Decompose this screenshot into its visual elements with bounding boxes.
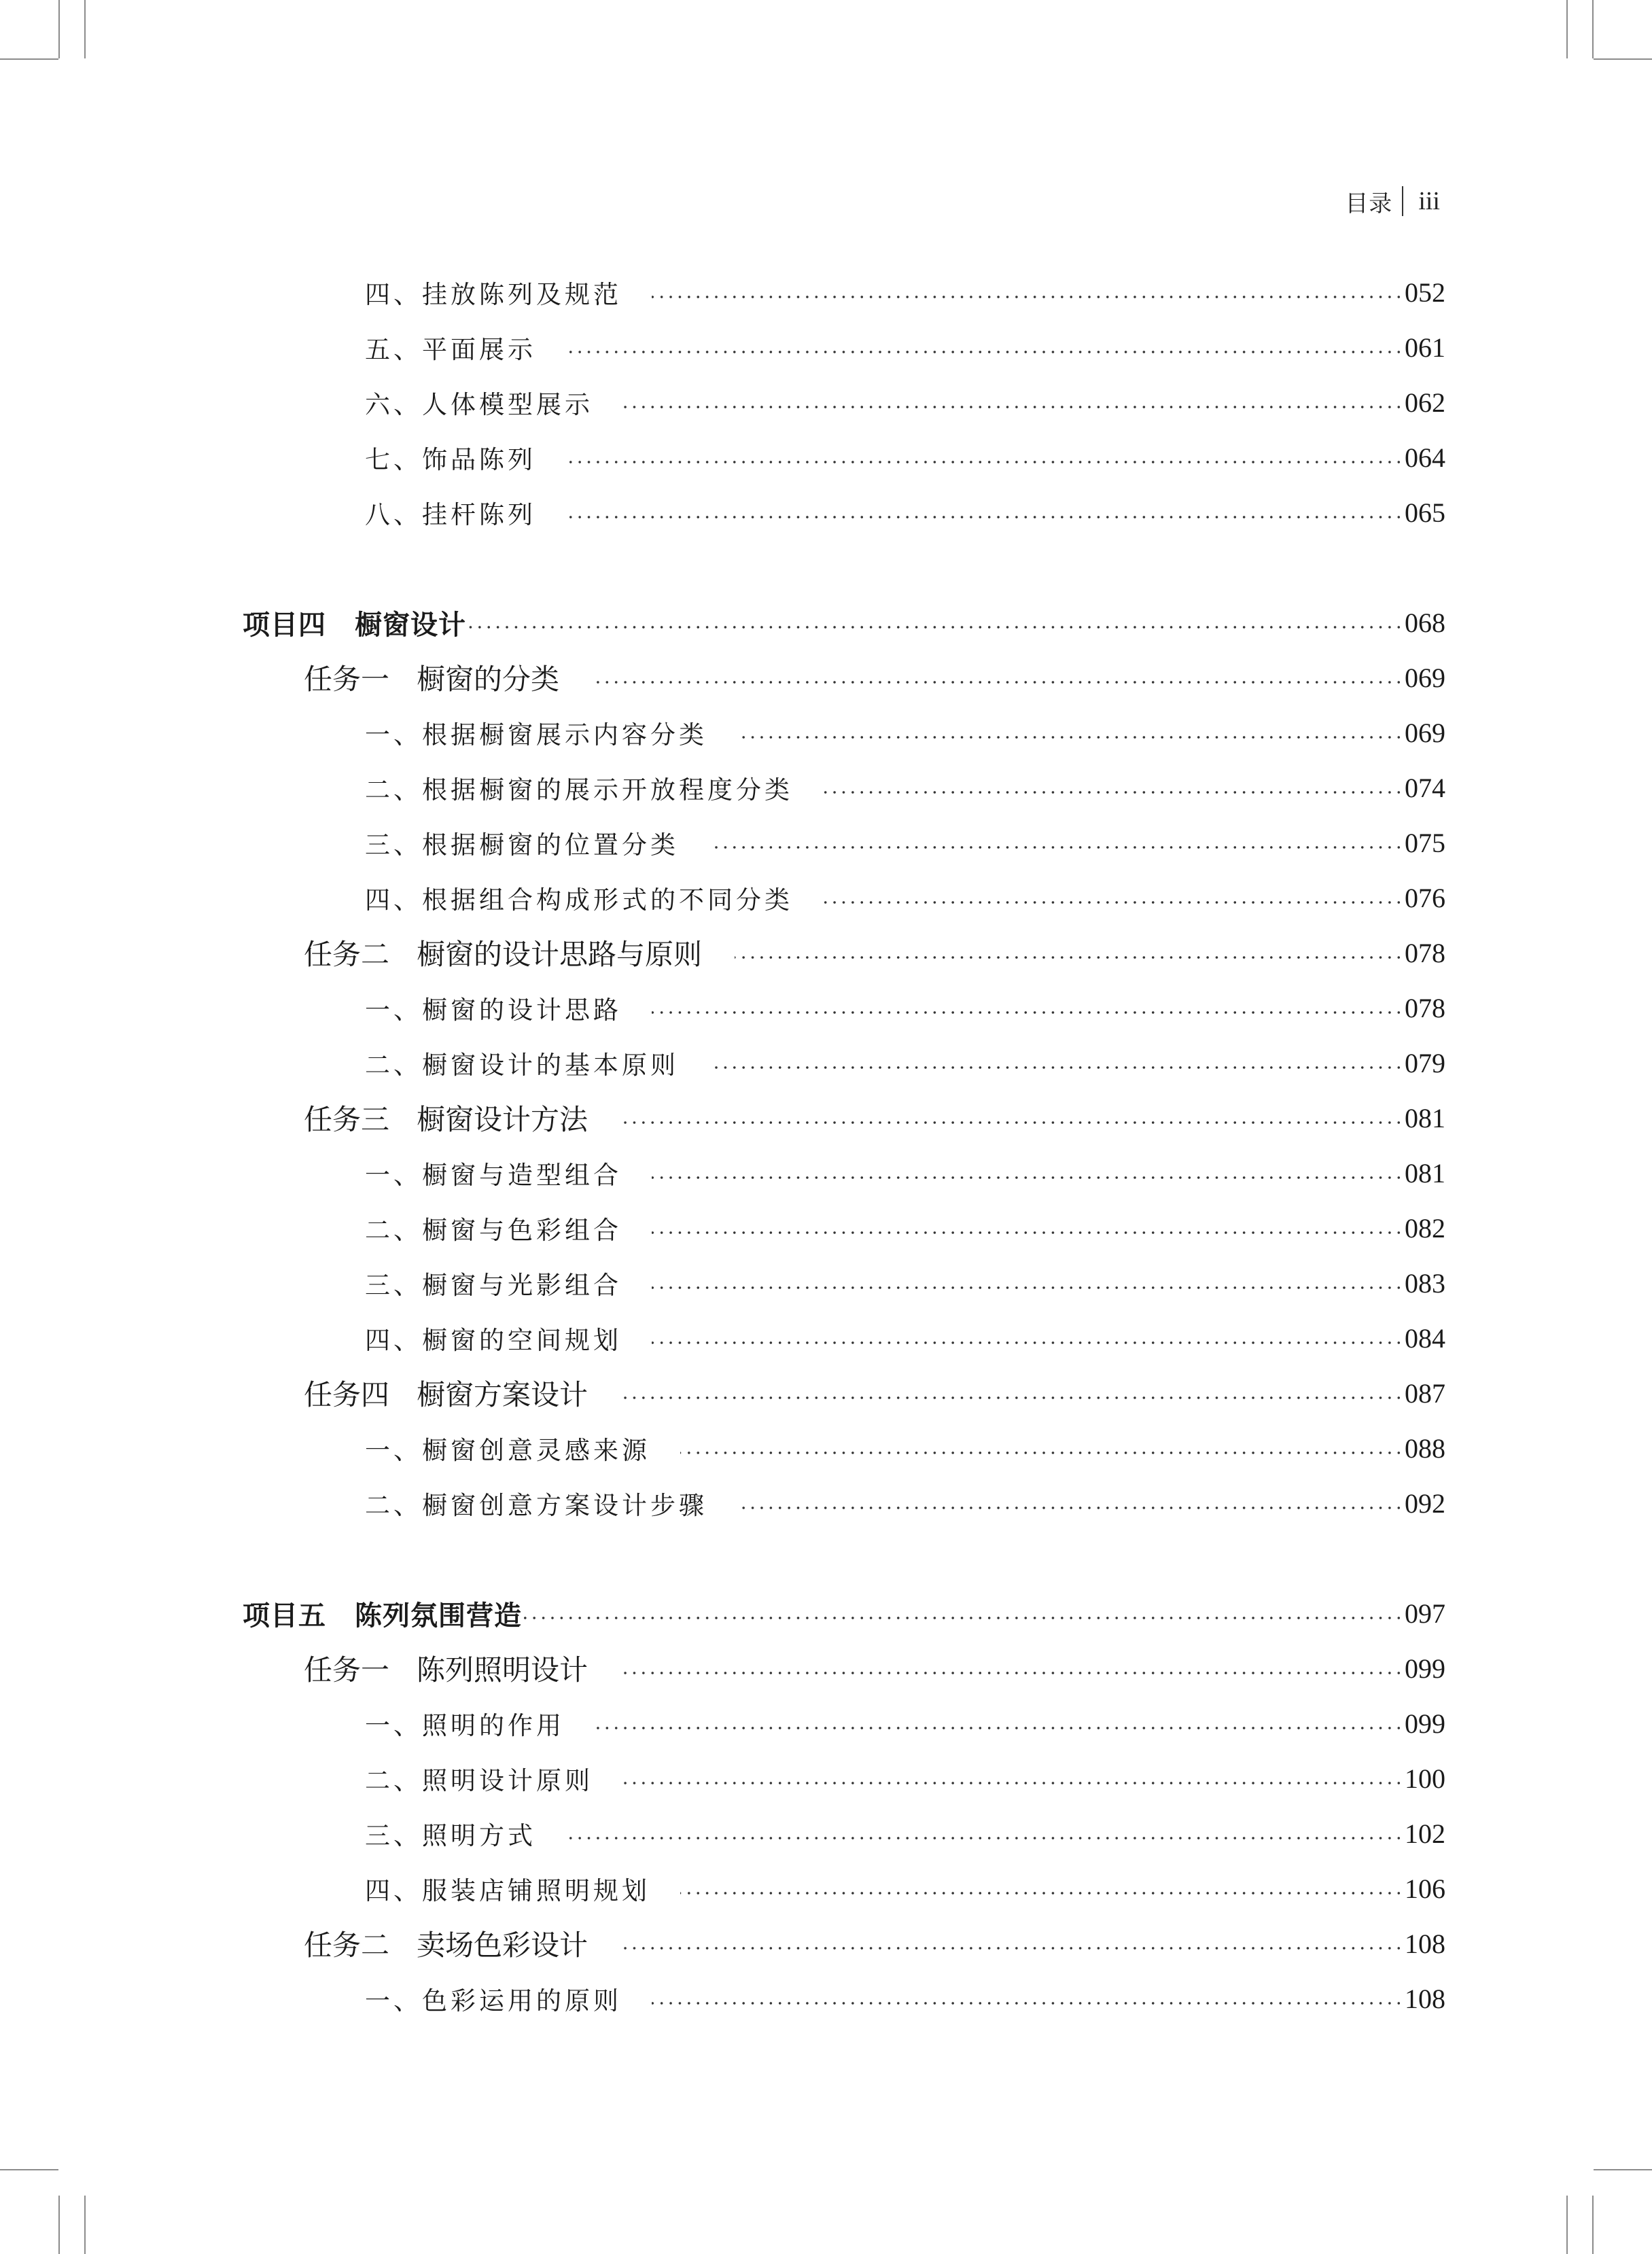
toc-dot-leader: [466, 599, 1403, 646]
toc-entry-title: 二、照明设计原则: [365, 1766, 593, 1795]
toc-entry-label: [304, 1373, 620, 1413]
toc-entry-title: 二、橱窗创意方案设计步骤: [365, 1491, 707, 1520]
toc-entry-label: [365, 1210, 652, 1246]
toc-dot-leader: [823, 874, 1403, 921]
toc-dot-leader: [652, 1975, 1403, 2022]
toc-page-number: 083: [1405, 1267, 1445, 1299]
toc-dot-leader: [522, 1589, 1403, 1637]
toc-page-number: 108: [1405, 1928, 1445, 1959]
toc-dot-leader: [652, 1259, 1403, 1307]
toc-page-number: 064: [1405, 442, 1445, 473]
toc-entry-title: 一、橱窗与造型组合: [365, 1161, 622, 1190]
toc-entry-item[interactable]: [365, 819, 1445, 866]
toc-entry-label: [365, 274, 652, 311]
toc-entry-title: 八、挂杆陈列: [365, 500, 536, 529]
toc-entry-title: 橱窗设计方法: [417, 1103, 588, 1136]
toc-dot-leader: [592, 654, 1403, 701]
toc-page-number: 087: [1405, 1377, 1445, 1409]
toc-dot-leader: [709, 1039, 1403, 1087]
toc-entry-label: [304, 657, 592, 698]
toc-entry-item[interactable]: [365, 1479, 1445, 1527]
toc-entry-title: 一、橱窗创意灵感来源: [365, 1436, 650, 1465]
toc-entry-label: [304, 1923, 620, 1964]
toc-entry-item[interactable]: [365, 1755, 1445, 1802]
toc-entry-label: [365, 1485, 737, 1521]
toc-entry-label: [365, 989, 652, 1026]
toc-dot-leader: [623, 378, 1403, 426]
toc-entry-item[interactable]: [365, 1149, 1445, 1197]
toc-entry-label: [365, 1815, 566, 1852]
toc-entry-title: 一、照明的作用: [365, 1711, 565, 1740]
toc-entry-label: [243, 1594, 522, 1633]
toc-entry-task[interactable]: [304, 654, 1445, 701]
toc-entry-title: 七、饰品陈列: [365, 445, 536, 474]
toc-dot-leader: [566, 434, 1403, 481]
toc-dot-leader: [652, 984, 1403, 1032]
toc-entry-item[interactable]: [365, 709, 1445, 756]
toc-entry-label: [365, 1155, 652, 1191]
toc-entry-item[interactable]: [365, 764, 1445, 811]
toc-entry-label: [304, 932, 735, 973]
toc-entry-prefix: 项目四: [243, 609, 326, 641]
toc-page-number: 078: [1405, 992, 1445, 1023]
toc-entry-label: [365, 769, 823, 806]
header-page-number: iii: [1418, 187, 1440, 215]
toc-dot-leader: [620, 1644, 1403, 1692]
toc-page-number: 075: [1405, 827, 1445, 858]
toc-dot-leader: [620, 1920, 1403, 1967]
toc-entry-title: 一、色彩运用的原则: [365, 1986, 622, 2015]
toc-entry-title: 二、根据橱窗的展示开放程度分类: [365, 775, 793, 805]
toc-dot-leader: [623, 1755, 1403, 1802]
toc-page-number: 061: [1405, 332, 1445, 363]
toc-entry-title: 橱窗设计: [355, 609, 466, 641]
toc-entry-task[interactable]: [304, 929, 1445, 976]
toc-entry-label: [365, 1265, 652, 1301]
toc-entry-title: 四、橱窗的空间规划: [365, 1326, 622, 1355]
toc-entry-title: 一、橱窗的设计思路: [365, 996, 622, 1025]
toc-page-number: 062: [1405, 387, 1445, 418]
toc-entry-item[interactable]: [365, 1204, 1445, 1252]
toc-page-number: 078: [1405, 937, 1445, 968]
toc-dot-leader: [652, 1149, 1403, 1197]
toc-page-number: 088: [1405, 1432, 1445, 1464]
toc-dot-leader: [566, 489, 1403, 536]
toc-entry-label: [365, 824, 709, 861]
toc-entry-prefix: 任务三: [304, 1103, 390, 1136]
toc-entry-label: [304, 1097, 620, 1138]
toc-entry-prefix: 任务一: [304, 663, 390, 696]
toc-page-number: 065: [1405, 497, 1445, 528]
toc-entry-label: [365, 494, 566, 531]
toc-entry-label: [365, 1430, 680, 1466]
toc-page-number: 052: [1405, 277, 1445, 308]
toc-dot-leader: [652, 268, 1403, 316]
toc-entry-label: [365, 1044, 709, 1081]
toc-entry-item[interactable]: [365, 1259, 1445, 1307]
toc-page-number: 100: [1405, 1763, 1445, 1794]
toc-dot-leader: [652, 1314, 1403, 1362]
toc-entry-task[interactable]: [304, 1369, 1445, 1417]
toc-entry-label: [243, 603, 466, 642]
toc-entry-item[interactable]: [365, 489, 1445, 536]
toc-dot-leader: [737, 709, 1403, 756]
toc-entry-label: [365, 329, 566, 366]
toc-entry-title: 三、橱窗与光影组合: [365, 1271, 622, 1300]
toc-page-number: 076: [1405, 882, 1445, 913]
toc-entry-task[interactable]: [304, 1644, 1445, 1692]
toc-entry-title: 四、挂放陈列及规范: [365, 280, 622, 309]
toc-entry-project[interactable]: [243, 599, 1445, 646]
toc-entry-title: 六、人体模型展示: [365, 390, 593, 419]
toc-page-number: 108: [1405, 1983, 1445, 2014]
toc-entry-prefix: 任务二: [304, 1929, 390, 1962]
toc-entry-task[interactable]: [304, 1920, 1445, 1967]
toc-entry-item[interactable]: [365, 1975, 1445, 2022]
toc-dot-leader: [823, 764, 1403, 811]
toc-entry-item[interactable]: [365, 434, 1445, 481]
toc-entry-item[interactable]: [365, 984, 1445, 1032]
toc-page-number: 099: [1405, 1653, 1445, 1684]
toc-dot-leader: [566, 1810, 1403, 1857]
toc-entry-title: 三、照明方式: [365, 1821, 536, 1850]
toc-entry-label: [365, 879, 823, 916]
toc-dot-leader: [620, 1094, 1403, 1142]
toc-page-number: 069: [1405, 662, 1445, 693]
toc-entry-item[interactable]: [365, 268, 1445, 316]
toc-entry-title: 橱窗方案设计: [417, 1378, 588, 1411]
toc-entry-title: 四、服装店铺照明规划: [365, 1876, 650, 1905]
toc-entry-label: [365, 1980, 652, 2017]
toc-entry-item[interactable]: [365, 1865, 1445, 1912]
toc-entry-title: 陈列照明设计: [417, 1653, 588, 1687]
toc-entry-prefix: 任务四: [304, 1378, 390, 1411]
toc-entry-title: 三、根据橱窗的位置分类: [365, 830, 679, 860]
toc-page-number: 099: [1405, 1708, 1445, 1739]
toc-entry-title: 卖场色彩设计: [417, 1929, 588, 1962]
toc-entry-item[interactable]: [365, 1700, 1445, 1747]
toc-dot-leader: [620, 1369, 1403, 1417]
toc-entry-item[interactable]: [365, 378, 1445, 426]
toc-dot-leader: [709, 819, 1403, 866]
toc-entry-title: 二、橱窗设计的基本原则: [365, 1051, 679, 1080]
toc-entry-title: 橱窗的分类: [417, 663, 560, 696]
toc-entry-title: 橱窗的设计思路与原则: [417, 938, 703, 971]
toc-entry-label: [365, 384, 623, 421]
toc-entry-title: 陈列氛围营造: [355, 1600, 522, 1632]
toc-dot-leader: [595, 1700, 1403, 1747]
toc-entry-title: 五、平面展示: [365, 335, 536, 364]
toc-entry-prefix: 任务二: [304, 938, 390, 971]
header-title: 目录: [1345, 190, 1393, 217]
toc-entry-label: [365, 1705, 595, 1742]
toc-page-number: 082: [1405, 1212, 1445, 1244]
toc-dot-leader: [735, 929, 1403, 976]
toc-dot-leader: [566, 323, 1403, 371]
toc-dot-leader: [680, 1865, 1403, 1912]
toc-entry-project[interactable]: [243, 1589, 1445, 1637]
toc-page-number: 068: [1405, 607, 1445, 638]
toc-page-number: 102: [1405, 1818, 1445, 1849]
toc-entry-title: 二、橱窗与色彩组合: [365, 1216, 622, 1245]
toc-page-number: 069: [1405, 717, 1445, 748]
toc-entry-title: 一、根据橱窗展示内容分类: [365, 720, 707, 750]
toc-page-number: 081: [1405, 1157, 1445, 1188]
toc-entry-item[interactable]: [365, 1314, 1445, 1362]
toc-entry-item[interactable]: [365, 874, 1445, 921]
toc-entry-item[interactable]: [365, 1810, 1445, 1857]
toc-dot-leader: [737, 1479, 1403, 1527]
toc-page-number: 074: [1405, 772, 1445, 803]
toc-page-number: 092: [1405, 1487, 1445, 1519]
toc-page-number: 079: [1405, 1047, 1445, 1078]
toc-entry-item[interactable]: [365, 1039, 1445, 1087]
toc-entry-label: [365, 714, 737, 751]
toc-dot-leader: [652, 1204, 1403, 1252]
toc-entry-label: [365, 439, 566, 476]
toc-entry-item[interactable]: [365, 1424, 1445, 1472]
toc-entry-item[interactable]: [365, 323, 1445, 371]
toc-page-number: 081: [1405, 1102, 1445, 1133]
toc-entry-prefix: 任务一: [304, 1653, 390, 1687]
toc-entry-task[interactable]: [304, 1094, 1445, 1142]
toc-entry-label: [365, 1320, 652, 1356]
toc-dot-leader: [680, 1424, 1403, 1472]
toc-entry-label: [365, 1760, 623, 1797]
toc-page-number: 106: [1405, 1873, 1445, 1904]
toc-entry-label: [304, 1648, 620, 1689]
toc-entry-label: [365, 1870, 680, 1907]
toc-page-number: 084: [1405, 1322, 1445, 1354]
toc-page-number: 097: [1405, 1598, 1445, 1629]
toc-entry-title: 四、根据组合构成形式的不同分类: [365, 885, 793, 915]
toc-entry-prefix: 项目五: [243, 1600, 326, 1632]
